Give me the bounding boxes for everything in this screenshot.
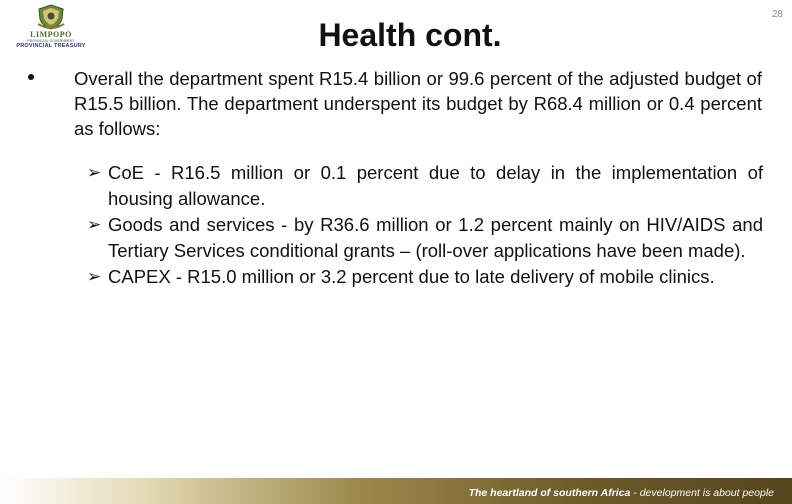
footer-tagline-rest: - development is about people	[630, 487, 774, 499]
main-bullet-text: Overall the department spent R15.4 billion or 99.6 percent of the adjusted budget of R15.5 billion. The department underspent its budget by R68.4 million or 0.4 percent as follows:	[74, 68, 762, 139]
footer-tagline-bold: The heartland of southern Africa	[468, 487, 631, 499]
bullet-dot-icon	[28, 74, 34, 80]
sub-bullet-text: CAPEX - R15.0 million or 3.2 percent due to late delivery of mobile clinics.	[108, 266, 715, 287]
arrow-bullet-icon: ➢	[87, 163, 102, 182]
slide-number: 28	[771, 9, 783, 20]
arrow-bullet-icon: ➢	[87, 267, 102, 286]
sub-bullet-text: CoE - R16.5 million or 0.1 percent due to delay in the implementation of housing allowance.	[108, 162, 763, 209]
footer-tagline	[469, 487, 774, 499]
sub-bullet-text: Goods and services - by R36.6 million or 1.2 percent mainly on HIV/AIDS and Tertiary Services conditional grants – (roll-over applications have been made).	[108, 214, 763, 261]
sub-bullet-list	[87, 160, 763, 290]
logo-treasury: PROVINCIAL TREASURY	[16, 43, 86, 49]
slide-title: Health cont.	[318, 17, 502, 53]
main-bullet	[28, 66, 762, 141]
sub-bullet-item	[87, 212, 763, 264]
arrow-bullet-icon: ➢	[87, 215, 102, 234]
logo-subtitle: PROVINCIAL GOVERNMENT	[27, 39, 75, 43]
footer-bar	[0, 478, 792, 504]
sub-bullet-item	[87, 160, 763, 212]
logo-name: LIMPOPO	[30, 30, 72, 39]
sub-bullet-item	[87, 264, 763, 290]
